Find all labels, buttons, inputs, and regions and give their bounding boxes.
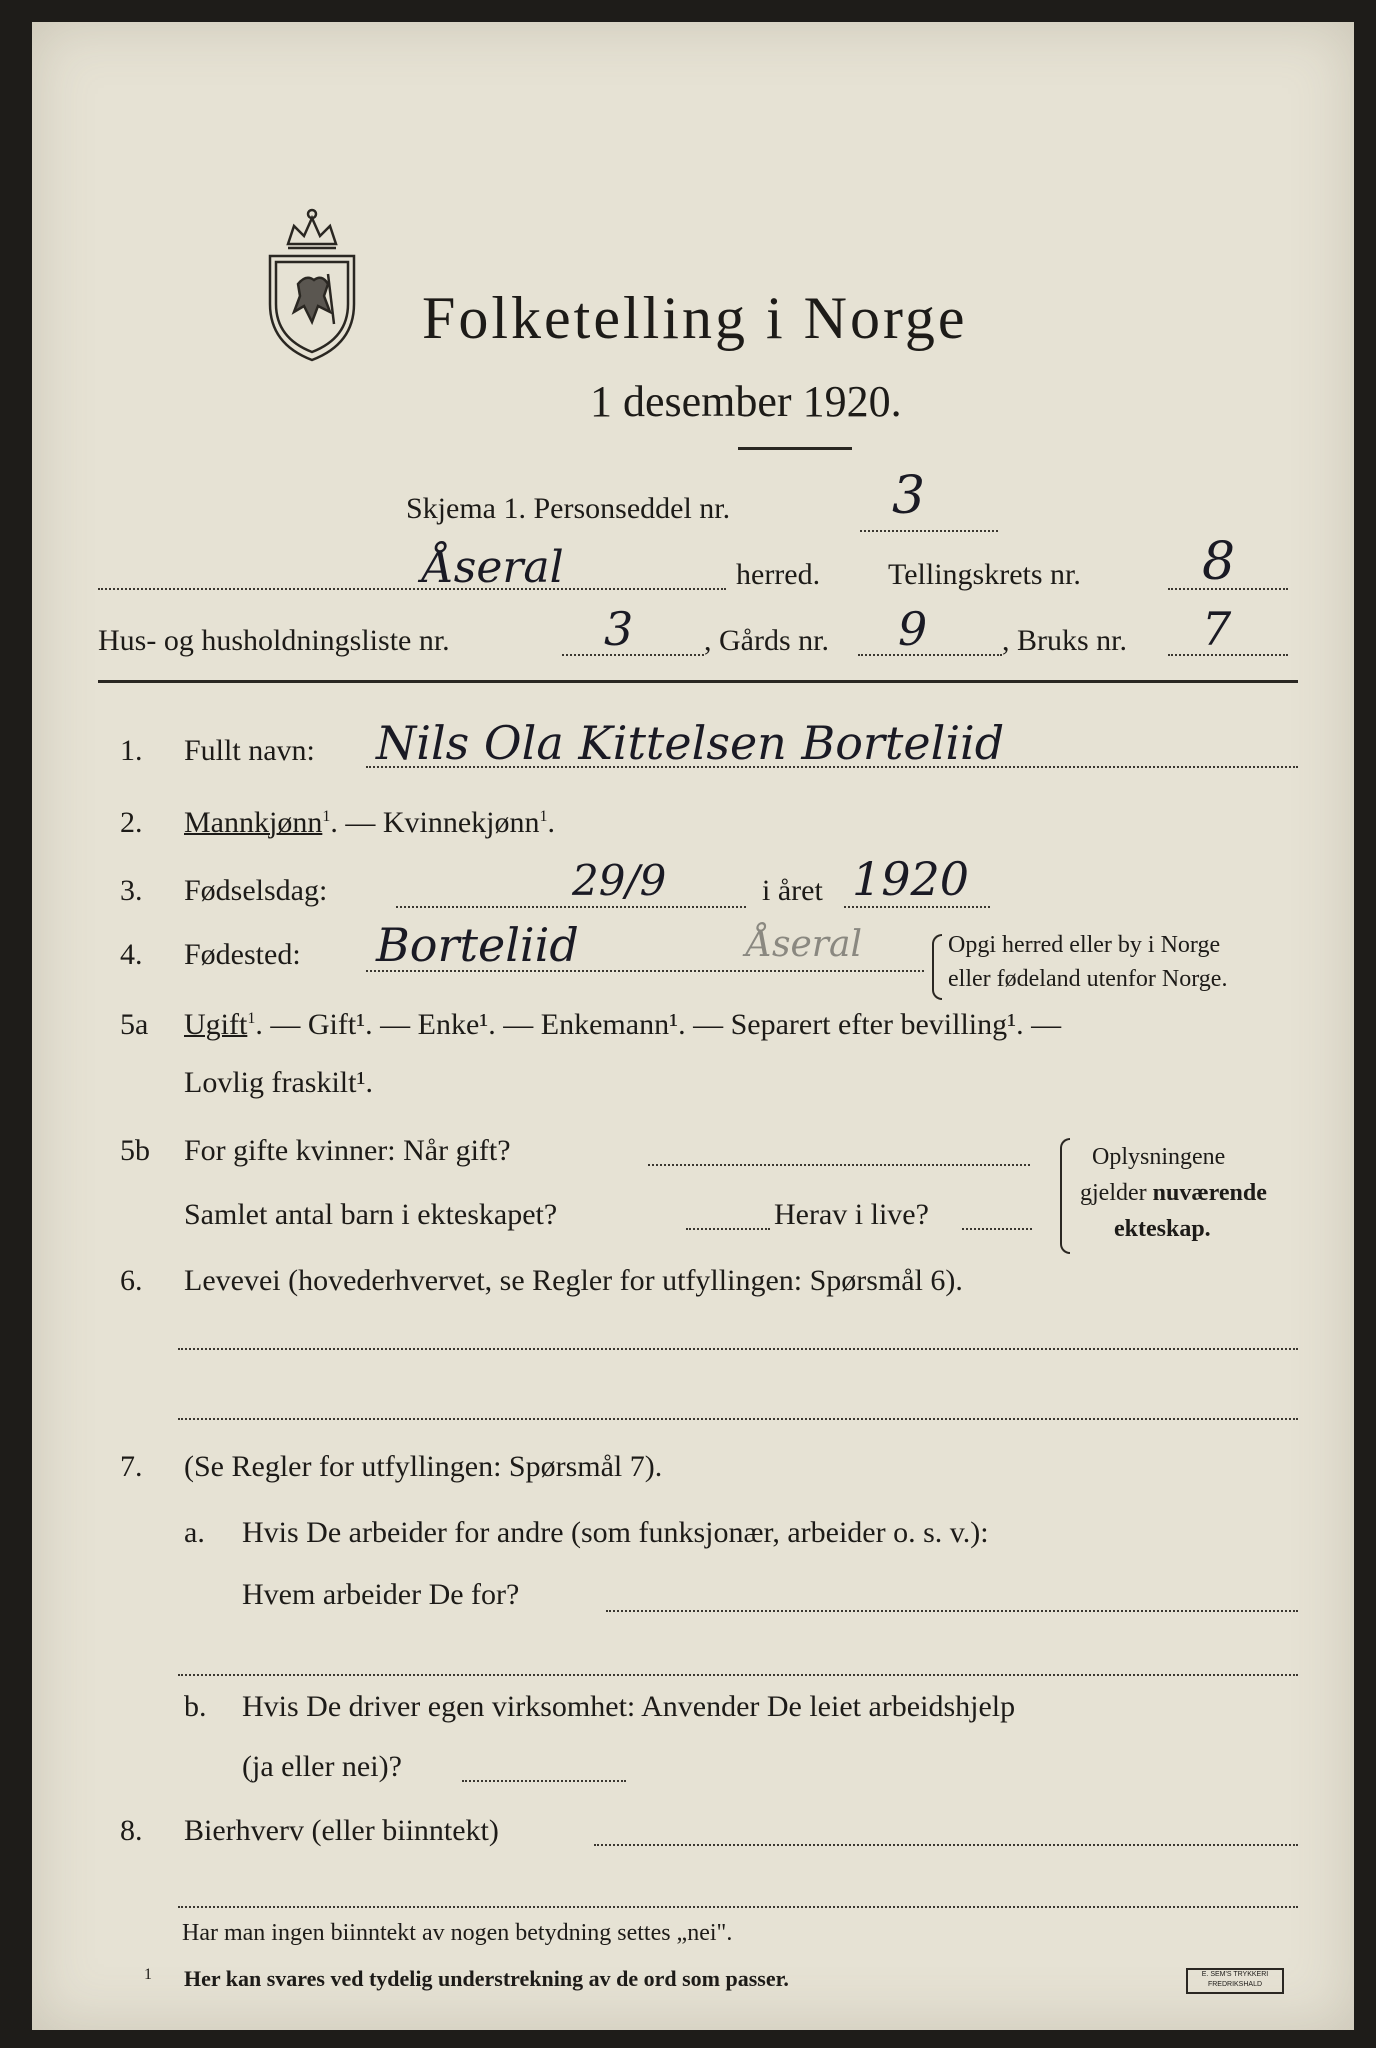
birthdate-value: 29/9 [572, 856, 667, 905]
birth-year-field[interactable] [844, 906, 990, 908]
title-divider [738, 447, 852, 450]
bruks-label: , Bruks nr. [1002, 624, 1128, 657]
q7b-letter: b. [184, 1690, 207, 1723]
q2-gender-options: Mannkjønn$^1$. — Kvinnekjønn$^1$. [184, 806, 555, 839]
birthplace-stamp-value: Åseral [746, 924, 862, 965]
q8-label: Bierhverv (eller biinntekt) [184, 1814, 499, 1847]
q5b-note-nuvaerende: nuværende [1152, 1180, 1267, 1206]
tellingskrets-label: Tellingskrets nr. [888, 558, 1081, 591]
q5b-number: 5b [120, 1134, 150, 1167]
q7b-line2: (ja eller nei)? [242, 1750, 402, 1783]
herred-field[interactable] [98, 588, 726, 590]
q5b-note-gjelder: gjelder [1080, 1180, 1153, 1206]
q7a-line2: Hvem arbeider De for? [242, 1578, 520, 1611]
married-when-field[interactable] [648, 1164, 1030, 1166]
bruks-value: 7 [1202, 602, 1232, 656]
q1-label: Fullt navn: [184, 734, 315, 767]
q7-number: 7. [120, 1450, 143, 1483]
q8-number: 8. [120, 1814, 143, 1847]
q7b-line1: Hvis De driver egen virksomhet: Anvender De leiet arbeidshjelp [242, 1690, 1016, 1723]
q4-number: 4. [120, 938, 143, 971]
husholdningsliste-label: Hus- og husholdningsliste nr. [98, 624, 450, 657]
q7a-letter: a. [184, 1516, 205, 1549]
q2-number: 2. [120, 806, 143, 839]
q4-note-line2: eller fødeland utenfor Norge. [948, 966, 1228, 992]
q4-note-brace [932, 934, 942, 1000]
coat-of-arms-icon [258, 204, 366, 364]
gards-value: 9 [898, 602, 928, 656]
q5b-line1: For gifte kvinner: Når gift? [184, 1134, 511, 1167]
husholdningsliste-value: 3 [604, 602, 634, 656]
children-count-field[interactable] [686, 1228, 770, 1230]
side-income-field-line1[interactable] [594, 1844, 1298, 1846]
form-date: 1 desember 1920. [590, 377, 902, 426]
q3-label: Fødselsdag: [184, 874, 328, 907]
birth-year-value: 1920 [852, 852, 970, 906]
printer-stamp: E. SEM'S TRYKKERI FREDRIKSHALD [1186, 1968, 1284, 1994]
birthplace-value: Borteliid [376, 918, 579, 972]
personseddel-field[interactable] [860, 530, 998, 532]
occupation-field-line2[interactable] [178, 1418, 1298, 1420]
gards-label-text: , Gårds nr. [704, 624, 829, 657]
marital-other-options[interactable]: . — Gift¹. — Enke¹. — Enkemann¹. — Separert efter bevilling¹. — [255, 1008, 1062, 1041]
q7-label: (Se Regler for utfyllingen: Spørsmål 7). [184, 1450, 663, 1483]
footnote-mark: 1 [144, 1966, 152, 1983]
skjema-label: Skjema 1. Personseddel nr. [406, 492, 731, 525]
occupation-field-line1[interactable] [178, 1348, 1298, 1350]
year-label: i året [762, 874, 823, 907]
q3-number: 3. [120, 874, 143, 907]
full-name-value: Nils Ola Kittelsen Borteliid [376, 716, 1005, 770]
gender-separator: . — [330, 806, 383, 839]
marital-fraskilt-option[interactable]: Lovlig fraskilt¹. [184, 1066, 373, 1099]
q5b-note-line2 [1080, 1180, 1267, 1207]
marital-ugift-option[interactable]: Ugift [184, 1008, 248, 1041]
birthdate-field[interactable] [396, 906, 746, 908]
header-rule [98, 680, 1298, 683]
gender-end: . [547, 806, 555, 839]
gender-male-option[interactable]: Mannkjønn [184, 806, 323, 839]
q6-number: 6. [120, 1264, 143, 1297]
q5b-note-brace [1060, 1138, 1070, 1254]
q5b-note-line3: ekteskap. [1114, 1216, 1211, 1242]
biinntekt-note: Har man ingen biinntekt av nogen betydning settes „nei". [182, 1920, 733, 1946]
q7a-line1: Hvis De arbeider for andre (som funksjonær, arbeider o. s. v.): [242, 1516, 989, 1549]
q5a-marital-options: Ugift$^1$. — Gift¹. — Enke¹. — Enkemann¹. — Separert efter bevilling¹. — [184, 1008, 1062, 1041]
q5b-note-line1: Oplysningene [1092, 1144, 1226, 1170]
census-form-sheet [32, 22, 1354, 2030]
q4-note-line1: Opgi herred eller by i Norge [948, 932, 1221, 958]
q5b-alive-label: Herav i live? [774, 1198, 929, 1231]
footnote-text: Her kan svares ved tydelig understrekning av de ord som passer. [184, 1966, 789, 1991]
side-income-field-line2[interactable] [178, 1906, 1298, 1908]
q6-label: Levevei (hovederhvervet, se Regler for utfyllingen: Spørsmål 6). [184, 1264, 963, 1297]
personseddel-value: 3 [892, 466, 926, 526]
herred-label: herred. [736, 558, 821, 591]
q5a-number: 5a [120, 1008, 149, 1041]
q4-label: Fødested: [184, 938, 301, 971]
gender-female-option[interactable]: Kvinnekjønn [382, 806, 540, 839]
employer-field-line1[interactable] [606, 1610, 1298, 1612]
hired-help-field[interactable] [462, 1780, 626, 1782]
employer-field-line2[interactable] [178, 1674, 1298, 1676]
gards-field[interactable] [858, 654, 1002, 656]
q5b-children-label: Samlet antal barn i ekteskapet? [184, 1198, 558, 1231]
form-title: Folketelling i Norge [422, 285, 968, 351]
children-alive-field[interactable] [962, 1228, 1032, 1230]
q1-number: 1. [120, 734, 143, 767]
tellingskrets-value: 8 [1202, 532, 1236, 592]
herred-value: Åseral [422, 542, 564, 593]
